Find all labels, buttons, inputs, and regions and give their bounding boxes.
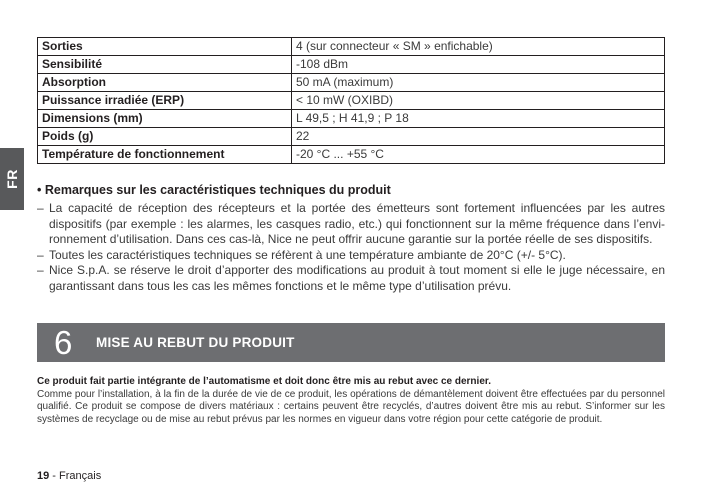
spec-label: Dimensions (mm) bbox=[38, 110, 292, 128]
spec-value: 4 (sur connecteur « SM » enfichable) bbox=[292, 38, 665, 56]
language-tab-label: FR bbox=[3, 169, 20, 189]
page-number: 19 bbox=[37, 470, 50, 482]
table-row bbox=[38, 92, 665, 110]
list-item-text: Toutes les caractéristiques techniques se réfèrent à une température ambiante de 20°C (+/- 5°C). bbox=[49, 247, 566, 262]
table-row bbox=[38, 56, 665, 74]
dash-bullet: – bbox=[37, 263, 44, 277]
disposal-lead: Ce produit fait partie intégrante de l’automatisme et doit donc être mis au rebut avec ce dernier. bbox=[37, 376, 491, 387]
spec-value: < 10 mW (OXIBD) bbox=[292, 92, 665, 110]
page-footer bbox=[37, 470, 101, 482]
table-row bbox=[38, 38, 665, 56]
footer-language: Français bbox=[59, 470, 102, 482]
spec-value: L 49,5 ; H 41,9 ; P 18 bbox=[292, 110, 665, 128]
spec-label: Sorties bbox=[38, 38, 292, 56]
specifications-table bbox=[37, 37, 665, 164]
footer-separator: - bbox=[49, 470, 60, 482]
spec-value: 22 bbox=[292, 128, 665, 146]
dash-bullet: – bbox=[37, 247, 44, 262]
list-item bbox=[37, 201, 665, 248]
list-item bbox=[37, 248, 665, 264]
remarks-section bbox=[37, 183, 665, 294]
table-row bbox=[38, 146, 665, 164]
remarks-heading: • Remarques sur les caractéristiques techniques du produit bbox=[37, 183, 391, 197]
remarks-list bbox=[37, 201, 665, 294]
section-number: 6 bbox=[54, 324, 73, 361]
spec-value: -20 °C ... +55 °C bbox=[292, 146, 665, 164]
language-tab bbox=[0, 148, 24, 210]
list-item-text: Nice S.p.A. se réserve le droit d’apporter des modifications au produit à tout moment si elle le juge nécessaire, en garantissant dans tous les cas les mêmes fonctions et le même type d’utilisation prévu. bbox=[49, 263, 665, 293]
list-item-text: La capacité de réception des récepteurs et la portée des émetteurs sont fortement influencées par les autres dispositifs (par exemple : les alarmes, les casques radio, etc.) qui fonctionnent sur la même fréquence dans l’envi-ronnement d’utilisation. Dans ces cas-là, Nice ne peut offrir aucune garantie sur la portée réelle de ses dispositifs. bbox=[49, 201, 665, 246]
spec-label: Sensibilité bbox=[38, 56, 292, 74]
spec-label: Absorption bbox=[38, 74, 292, 92]
table-row bbox=[38, 128, 665, 146]
disposal-body: Comme pour l’installation, à la fin de la durée de vie de ce produit, les opérations de démantèlement doivent être effectuées par du personnel qualifié. Ce produit se compose de divers matériaux : certains peuvent être recyclés, d’autres doivent être mis au rebut. S’informer sur les systèmes de recyclage ou de mise au rebut prévus par les normes en vigueur dans votre région pour cette catégorie de produit. bbox=[37, 388, 665, 425]
section-header bbox=[37, 323, 665, 362]
table-row bbox=[38, 110, 665, 128]
disposal-text bbox=[37, 376, 665, 426]
table-row bbox=[38, 74, 665, 92]
dash-bullet: – bbox=[37, 201, 44, 215]
list-item bbox=[37, 263, 665, 294]
spec-label: Température de fonctionnement bbox=[38, 146, 292, 164]
section-title: MISE AU REBUT DU PRODUIT bbox=[96, 335, 295, 350]
spec-value: -108 dBm bbox=[292, 56, 665, 74]
spec-label: Poids (g) bbox=[38, 128, 292, 146]
spec-value: 50 mA (maximum) bbox=[292, 74, 665, 92]
spec-label: Puissance irradiée (ERP) bbox=[38, 92, 292, 110]
